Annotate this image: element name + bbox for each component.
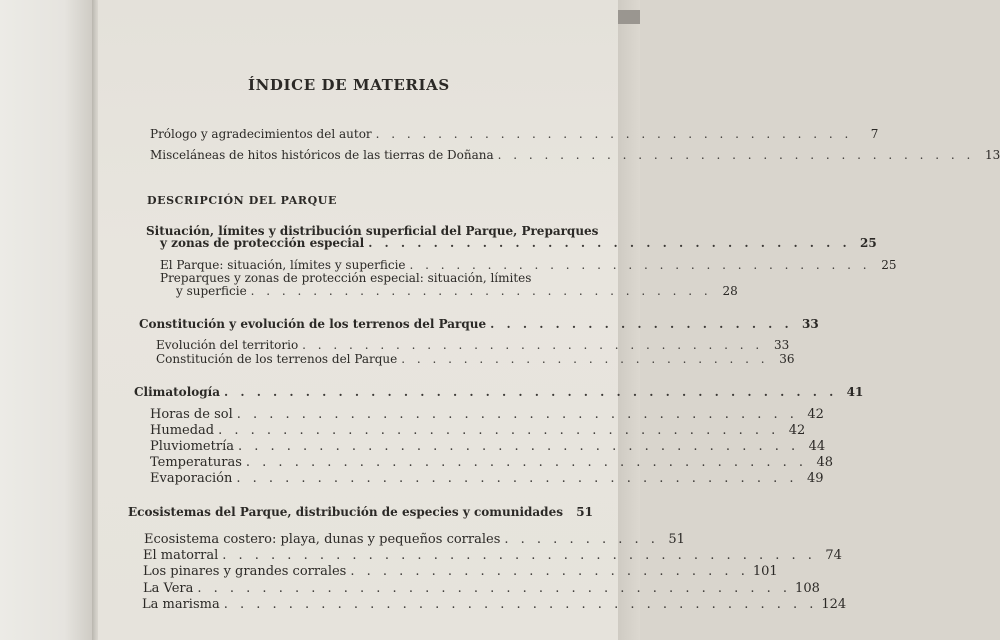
toc-entry: Misceláneas de hitos históricos de las tierras de Doñana . . . . . . . . . . . . . . . . . . . . . . . . . . . . . . . 13 (150, 148, 1000, 162)
toc-heading: Constitución y evolución de los terrenos del Parque . . . . . . . . . . . . . . . . . . . 33 (139, 317, 819, 331)
toc-entry-line1: Preparques y zonas de protección especial: situación, límites (160, 271, 532, 285)
toc-entry: Constitución de los terrenos del Parque . . . . . . . . . . . . . . . . . . . . . . . . 36 (156, 352, 795, 366)
dot-leader: . . . . . . . . . . . . . . . . . . . . . . . . . . . . . . . . . . . . . (222, 548, 816, 563)
dot-leader: . . . . . . . . . . . . . . . . . . . . . . . . . . . . . . . . . . . (218, 423, 780, 438)
toc-entry: La Vera . . . . . . . . . . . . . . . . . . . . . . . . . . . . . . . . . . . . . 108 (143, 581, 820, 596)
toc-entry: Pluviometría . . . . . . . . . . . . . . . . . . . . . . . . . . . . . . . . . . . 44 (150, 439, 826, 454)
dot-leader: . . . . . . . . . . . . . . . . . . . . . . . . . . . . . . . . . . . (237, 439, 800, 454)
dot-leader: . . . . . . . . . . . . . . . . . . . (490, 317, 793, 331)
dot-leader: . . . . . . . . . . . . . . . . . . . . . . . . . . . . . . (368, 236, 851, 250)
dot-leader: . . . . . . . . . . . . . . . . . . . . . . . . . . . . . . . (497, 148, 975, 162)
toc-entry: La marisma . . . . . . . . . . . . . . . . . . . . . . . . . . . . . . . . . . . . . 124 (142, 597, 847, 612)
toc-entry: El Parque: situación, límites y superficie . . . . . . . . . . . . . . . . . . . . . . . . . . . . . . 25 (160, 258, 897, 272)
toc-entry: Humedad . . . . . . . . . . . . . . . . . . . . . . . . . . . . . . . . . . . 42 (150, 423, 806, 438)
toc-heading-line1: Situación, límites y distribución superficial del Parque, Preparques (146, 224, 599, 238)
page-title: ÍNDICE DE MATERIAS (248, 76, 450, 94)
toc-entry: Horas de sol . . . . . . . . . . . . . . . . . . . . . . . . . . . . . . . . . . . 42 (150, 407, 824, 422)
dot-leader: . . . . . . . . . . . . . . . . . . . . . . . . . . . . . . (409, 258, 871, 272)
dot-leader: . . . . . . . . . . . . . . . . . . . . . . . . . . . . . . . (375, 127, 853, 141)
toc-entry: y superficie . . . . . . . . . . . . . . . . . . . . . . . . . . . . . . 28 (176, 284, 738, 298)
toc-entry: El matorral . . . . . . . . . . . . . . . . . . . . . . . . . . . . . . . . . . . . . 74 (143, 548, 842, 563)
toc-heading: Climatología . . . . . . . . . . . . . . . . . . . . . . . . . . . . . . . . . . . . . . 41 (134, 385, 864, 399)
toc-entry: Evolución del territorio . . . . . . . . . . . . . . . . . . . . . . . . . . . . . . 33 (156, 338, 790, 352)
toc-entry: Prólogo y agradecimientos del autor . . . . . . . . . . . . . . . . . . . . . . . . . . . . . . . 7 (150, 127, 879, 141)
dot-leader: . . . . . . . . . . . . . . . . . . . . . . . . . . . . . . . . . . . (245, 455, 808, 470)
toc-entry: Temperaturas . . . . . . . . . . . . . . . . . . . . . . . . . . . . . . . . . . . 48 (150, 455, 834, 470)
dot-leader: . . . . . . . . . . . . . . . . . . . . . . . . . . . . . . (250, 284, 712, 298)
dot-leader: . . . . . . . . . . . . . . . . . . . . . . . . . . . . . . . . . . . (236, 471, 798, 486)
dot-leader: . . . . . . . . . . . . . . . . . . . . . . . . . . . . . . (302, 338, 764, 352)
toc-entry: Evaporación . . . . . . . . . . . . . . . . . . . . . . . . . . . . . . . . . . . 49 (150, 471, 824, 486)
dot-leader: . . . . . . . . . . . . . . . . . . . . . . . . (401, 352, 769, 366)
dot-leader: . . . . . . . . . . . . . . . . . . . . . . . . . . . . . . . . . . . . . (197, 581, 792, 596)
dot-leader: . . . . . . . . . . . . . . . . . . . . . . . . . . . . . . . . . . . . . (223, 597, 818, 612)
dot-leader: . . . . . . . . . . . . . . . . . . . . . . . . . . . . . . . . . . . (236, 407, 798, 422)
toc-entry: Ecosistema costero: playa, dunas y pequeños corrales . . . . . . . . . . 51 (144, 532, 685, 547)
dot-leader: . . . . . . . . . . (504, 532, 659, 547)
dot-leader: . . . . . . . . . . . . . . . . . . . . . . . . . (350, 564, 749, 579)
toc-heading: y zonas de protección especial . . . . . . . . . . . . . . . . . . . . . . . . . . . . . . 25 (160, 236, 877, 250)
section-heading: DESCRIPCIÓN DEL PARQUE (147, 194, 337, 207)
toc-entry: Los pinares y grandes corrales . . . . . . . . . . . . . . . . . . . . . . . . . 101 (143, 564, 778, 579)
facing-page (0, 0, 92, 640)
toc-heading: Ecosistemas del Parque, distribución de especies y comunidades 51 (128, 505, 593, 519)
dot-leader: . . . . . . . . . . . . . . . . . . . . . . . . . . . . . . . . . . . . . . (223, 385, 838, 399)
